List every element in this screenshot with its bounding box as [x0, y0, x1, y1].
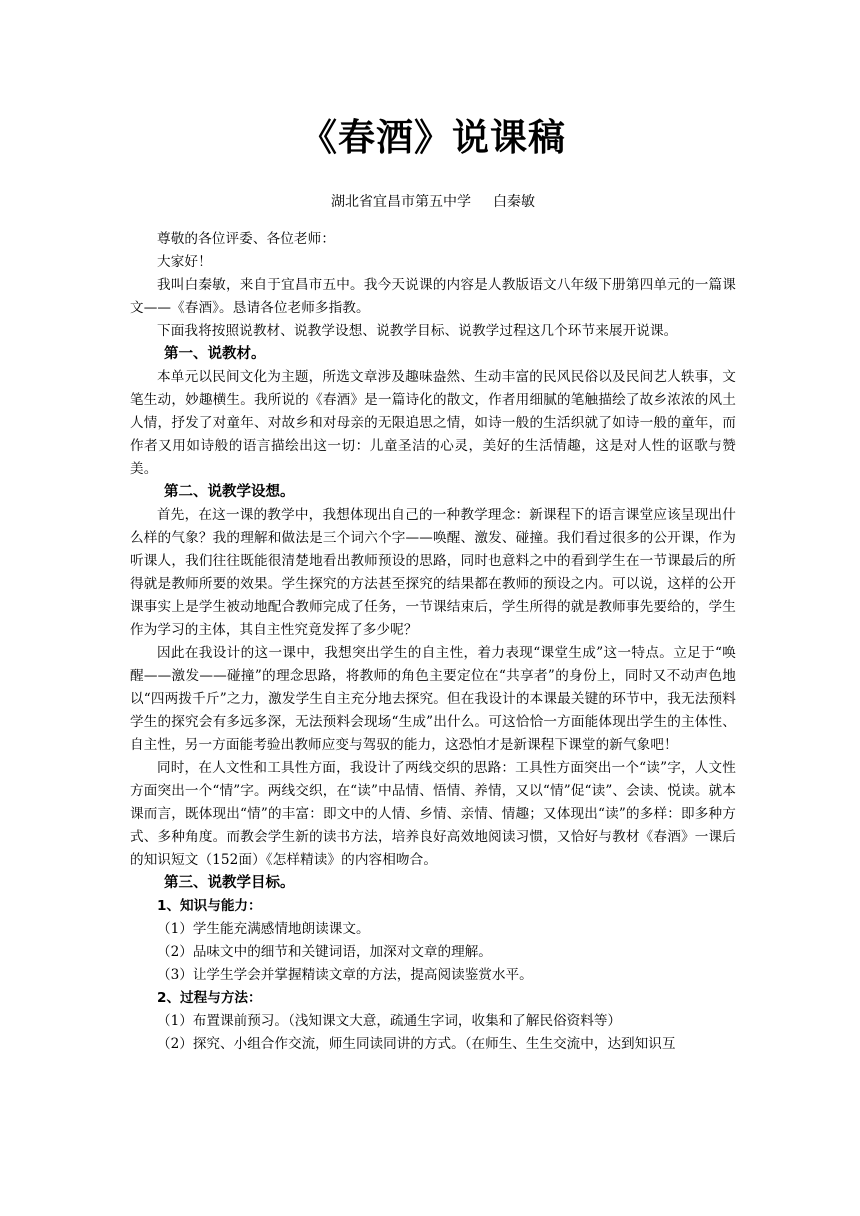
subheading-process-method: 2、过程与方法： — [157, 990, 262, 1006]
list-item: （1）学生能充满感情地朗读课文。 — [157, 921, 370, 937]
intro-paragraph-1: 我叫白秦敏，来自于宜昌市五中。我今天说课的内容是人教版语文八年级下册第四单元的一篇课文——《春酒》。恳请各位老师多指教。 — [130, 277, 736, 316]
author-line — [130, 192, 736, 212]
document-title: 《春酒》说课稿 — [300, 116, 566, 159]
section-1-paragraph: 本单元以民间文化为主题，所选文章涉及趣味盎然、生动丰富的民风民俗以及民间艺人轶事，文笔生动，妙趣横生。我所说的《春酒》是一篇诗化的散文，作者用细腻的笔触描绘了故乡浓浓的风土人情，抒发了对童年、对故乡和对母亲的无限追思之情，如诗一般的生活织就了如诗一般的童年，而作者又用如诗般的语言描绘出这一切：儿童圣洁的心灵，美好的生活情趣，这是对人性的讴歌与赞美。 — [130, 369, 736, 477]
section-2-paragraph-1: 首先，在这一课的教学中，我想体现出自己的一种教学理念：新课程下的语言课堂应该呈现出什么样的气象？我的理解和做法是三个词六个字——唤醒、激发、碰撞。我们看过很多的公开课，作为听课人，我们往往既能很清楚地看出教师预设的思路，同时也意料之中的看到学生在一节课最后的所得就是教师所要的效果。学生探究的方法甚至探究的结果都在教师的预设之内。可以说，这样的公开课事实上是学生被动地配合教师完成了任务，一节课结束后，学生所得的就是教师事先要给的，学生作为学习的主体，其自主性究竟发挥了多少呢？ — [130, 507, 736, 638]
intro-paragraph-2: 下面我将按照说教材、说教学设想、说教学目标、说教学过程这几个环节来展开说课。 — [157, 323, 678, 339]
greeting: 尊敬的各位评委、各位老师： — [157, 231, 336, 247]
list-item: （2）探究、小组合作交流，师生同读同讲的方式。（在师生、生生交流中，达到知识互 — [157, 1036, 676, 1052]
author-name: 白秦敏 — [493, 194, 535, 210]
section-2-paragraph-3: 同时，在人文性和工具性方面，我设计了两线交织的思路：工具性方面突出一个“读”字，人文性方面突出一个“情”字。两线交织，在“读”中品情、悟情、养情，又以“情”促“读”、会读、悦读。就本课而言，既体现出“情”的丰富：即文中的人情、乡情、亲情、情趣；又体现出“读”的多样：即多种方式、多种角度。而教会学生新的读书方法，培养良好高效地阅读习惯，又恰好与教材《春酒》一课后的知识短文（152面）《怎样精读》的内容相吻合。 — [130, 760, 736, 868]
document-page — [130, 110, 736, 1056]
section-heading-3: 第三、说教学目标。 — [164, 875, 295, 891]
list-item: （2）品味文中的细节和关键词语，加深对文章的理解。 — [157, 944, 492, 960]
list-item: （1）布置课前预习。（浅知课文大意，疏通生字词，收集和了解民俗资料等） — [157, 1013, 622, 1029]
list-item: （3）让学生学会并掌握精读文章的方法，提高阅读鉴赏水平。 — [157, 967, 533, 983]
author-school: 湖北省宜昌市第五中学 — [331, 194, 471, 210]
subheading-knowledge-ability: 1、知识与能力： — [157, 898, 262, 914]
section-heading-1: 第一、说教材。 — [164, 346, 266, 362]
section-2-paragraph-2: 因此在我设计的这一课中，我想突出学生的自主性，着力表现“课堂生成”这一特点。立足于“唤醒——激发——碰撞”的理念思路，将教师的角色主要定位在“共享者”的身份上，同时又不动声色地以“四两拨千斤”之力，激发学生自主充分地去探究。但在我设计的本课最关键的环节中，我无法预料学生的探究会有多远多深，无法预料会现场“生成”出什么。可这恰恰一方面能体现出学生的主体性、自主性，另一方面能考验出教师应变与驾驭的能力，这恐怕才是新课程下课堂的新气象吧！ — [130, 645, 736, 753]
hello: 大家好！ — [157, 254, 212, 270]
section-heading-2: 第二、说教学设想。 — [164, 484, 295, 500]
